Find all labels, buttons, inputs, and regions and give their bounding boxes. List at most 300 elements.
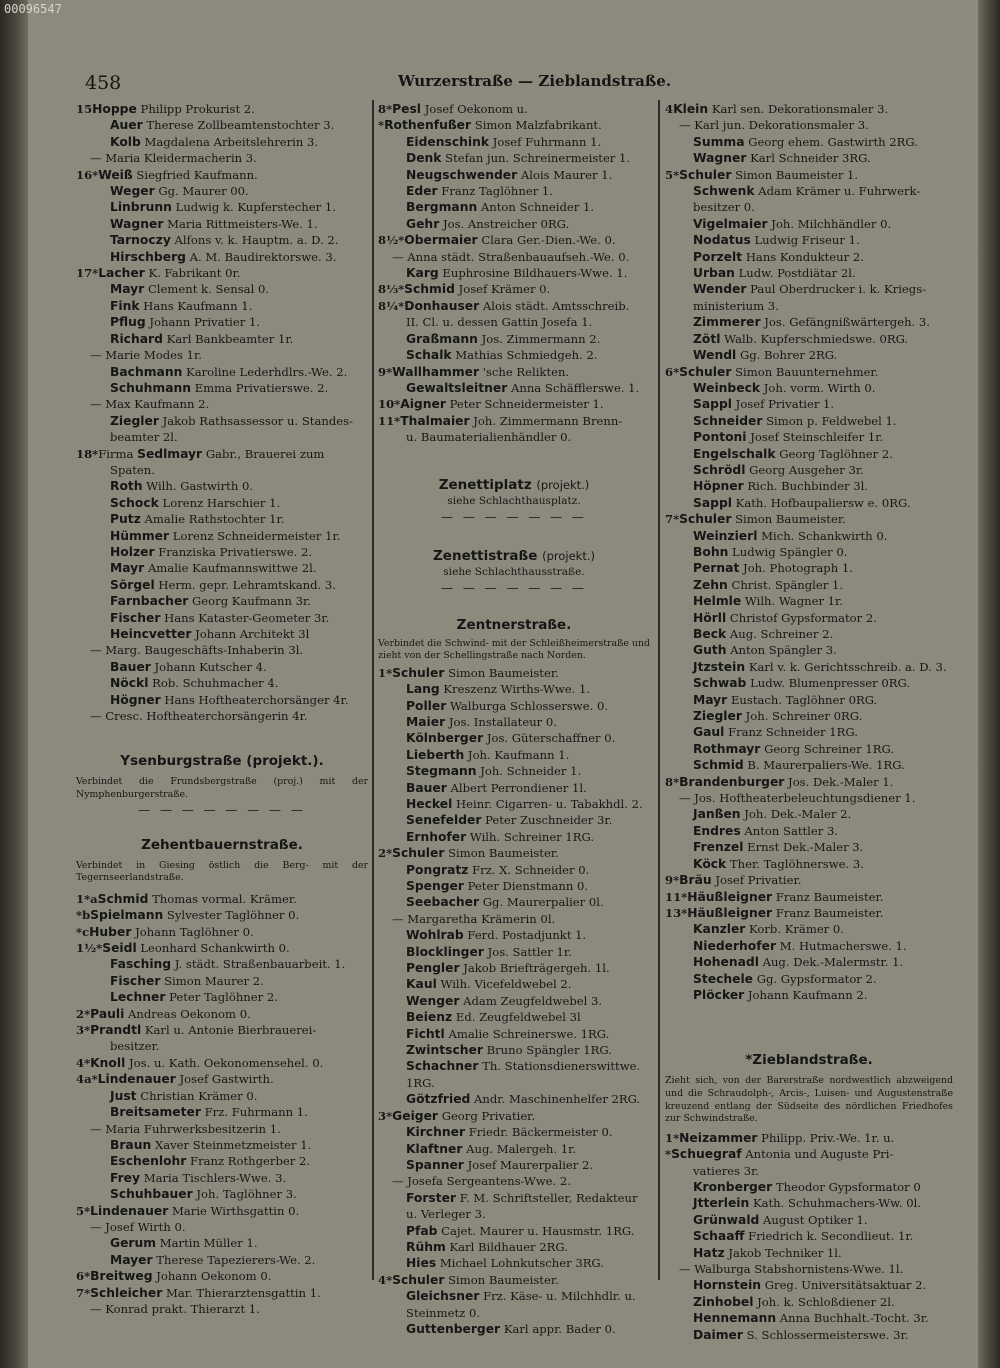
street-heading: Zehentbauernstraße. [141, 836, 303, 853]
directory-entry [665, 593, 953, 609]
resident-surname: Lindenauer [97, 1072, 176, 1087]
resident-details: Jos. Installateur 0. [448, 714, 557, 729]
resident-surname: Schuhmann [110, 380, 192, 395]
entry-list [665, 1130, 953, 1343]
resident-details: Martin Müller 1. [159, 1236, 258, 1251]
resident-details: Ludw. Postdiätar 2l. [738, 266, 856, 281]
directory-entry [76, 1285, 368, 1301]
resident-details: Stefan jun. Schreinermeister 1. [445, 151, 631, 166]
resident-details: Hans Hoftheaterchorsänger 4r. [164, 692, 349, 707]
directory-entry [665, 199, 953, 215]
resident-surname: Daimer [693, 1327, 743, 1342]
entry-text: — Karl jun. Dekorationsmaler 3. [679, 118, 869, 133]
directory-entry [665, 429, 953, 445]
resident-surname: Eschenlohr [110, 1154, 187, 1169]
directory-entry [378, 298, 650, 314]
resident-surname: Pflug [110, 315, 146, 330]
entry-list [76, 891, 368, 1318]
directory-entry [76, 298, 368, 314]
directory-entry [378, 698, 650, 714]
directory-entry [378, 993, 650, 1009]
resident-details: Georg ehem. Gastwirth 2RG. [748, 134, 918, 149]
resident-details: Franz Baumeister. [775, 889, 884, 904]
resident-surname: Kanzler [693, 922, 746, 937]
resident-details: Joh. vorm. Wirth 0. [763, 380, 876, 395]
directory-entry [665, 1327, 953, 1343]
resident-surname: Eder [406, 184, 438, 199]
resident-surname: Mayr [110, 561, 145, 576]
resident-surname: Grünwald [693, 1212, 760, 1227]
resident-surname: Schrödl [693, 462, 746, 477]
resident-surname: Schuler [679, 167, 732, 182]
entry-text: 1RG. [406, 1075, 435, 1090]
directory-entry [76, 956, 368, 972]
directory-entry [76, 331, 368, 347]
house-number: 3* [76, 1023, 91, 1038]
resident-details: Michael Lohnkutscher 3RG. [439, 1256, 604, 1271]
resident-details: Josef Krämer 0. [458, 282, 551, 297]
resident-details: Georg Kaufmann 3r. [192, 594, 311, 609]
directory-entry [378, 364, 650, 380]
resident-details: Gabr., Brauerei zum [205, 446, 325, 461]
resident-details: Aug. Schreiner 2. [729, 627, 834, 641]
directory-entry [76, 708, 368, 724]
resident-details: Rob. Schuhmacher 4. [152, 676, 279, 691]
resident-surname: Schaaff [693, 1229, 745, 1244]
directory-entry [76, 446, 368, 462]
resident-details: Theodor Gypsformator 0 [775, 1179, 921, 1194]
directory-entry [665, 167, 953, 183]
resident-surname: Fasching [110, 957, 172, 972]
directory-entry [665, 741, 953, 757]
resident-surname: Forster [406, 1190, 457, 1205]
resident-surname: Weger [110, 184, 155, 199]
resident-details: Kath. Hofbaupaliersw e. 0RG. [735, 495, 911, 510]
resident-surname: Porzelt [693, 249, 743, 264]
resident-surname: Holzer [110, 544, 155, 559]
resident-surname: Hümmer [110, 528, 170, 543]
directory-entry [378, 429, 650, 445]
house-number: 2* [76, 1006, 91, 1021]
resident-details: Franz Rothgerber 2. [190, 1154, 311, 1169]
directory-entry [378, 1124, 650, 1140]
directory-entry [378, 1288, 650, 1304]
resident-surname: Sörgel [110, 577, 155, 592]
resident-details: Frz. Käse- u. Milchhdlr. u. [483, 1289, 636, 1304]
resident-surname: Prandtl [90, 1023, 142, 1038]
resident-surname: Urban [693, 266, 735, 281]
directory-entry [378, 1239, 650, 1255]
resident-surname: Pontoni [693, 430, 747, 445]
house-number: 8¼* [378, 298, 405, 313]
directory-entry [665, 921, 953, 937]
resident-surname: Köck [693, 856, 727, 871]
resident-surname: Stechele [693, 971, 754, 986]
resident-details: J. städt. Straßenbauarbeit. 1. [174, 957, 346, 972]
resident-surname: Seebacher [406, 895, 480, 910]
resident-details: 'sche Relikten. [482, 364, 570, 379]
resident-details: Christ. Spängler 1. [731, 577, 844, 592]
directory-entry [378, 314, 650, 330]
directory-entry [76, 1055, 368, 1071]
directory-entry [665, 1163, 953, 1179]
entry-list [378, 101, 650, 446]
house-number: 4* [378, 1272, 393, 1287]
house-number: 3* [378, 1108, 393, 1123]
resident-details: Simon Bauunternehmer. [735, 364, 879, 379]
resident-surname: Auer [110, 118, 143, 133]
resident-surname: Breitsameter [110, 1105, 201, 1120]
entry-text: Spaten. [110, 462, 155, 477]
resident-details: Ther. Taglöhnerswe. 3. [729, 856, 864, 871]
resident-details: Simon Baumeister. [448, 665, 559, 680]
resident-details: Anna Schäfflerswe. 1. [511, 380, 640, 395]
resident-surname: Schalk [406, 348, 452, 363]
house-number: *b [76, 908, 91, 923]
directory-entry [665, 1212, 953, 1228]
entry-text: — Marie Modes 1r. [90, 348, 202, 363]
resident-surname: Schuler [392, 665, 445, 680]
resident-surname: Roth [110, 479, 143, 494]
resident-surname: Spenger [406, 879, 464, 893]
resident-surname: Bauer [406, 780, 447, 795]
directory-entry [76, 1186, 368, 1202]
resident-details: Xaver Steinmetzmeister 1. [154, 1137, 312, 1152]
resident-details: Ludwig k. Kupferstecher 1. [175, 200, 336, 215]
street-name: Zenettiplatz [438, 476, 532, 493]
directory-entry [76, 577, 368, 593]
resident-surname: Guttenberger [406, 1321, 501, 1336]
directory-entry [665, 528, 953, 544]
house-number: 1*a [76, 891, 98, 906]
directory-entry [665, 971, 953, 987]
directory-entry [76, 560, 368, 576]
resident-details: Amalie Schreinerswe. 1RG. [448, 1026, 610, 1041]
resident-details: Josef Gastwirth. [179, 1072, 274, 1087]
resident-surname: Nöckl [110, 676, 149, 691]
resident-details: Karoline Lederhdlrs.-We. 2. [186, 364, 348, 379]
directory-entry [665, 364, 953, 380]
entry-list [378, 665, 650, 1338]
resident-surname: Schneider [693, 413, 763, 428]
resident-details: Anton Spängler 3. [730, 643, 837, 658]
resident-surname: Farnbacher [110, 594, 189, 609]
resident-details: Jos. Anstreicher 0RG. [442, 216, 570, 231]
resident-details: Aug. Malergeh. 1r. [466, 1141, 577, 1156]
resident-details: Emma Privatierswe. 2. [194, 380, 329, 395]
entry-text: — Max Kaufmann 2. [90, 397, 210, 412]
directory-entry [665, 1245, 953, 1261]
directory-entry [76, 593, 368, 609]
resident-details: Bruno Spängler 1RG. [486, 1043, 612, 1058]
resident-surname: Schuegraf [671, 1147, 742, 1162]
directory-entry [378, 747, 650, 763]
street-heading [378, 476, 650, 494]
directory-entry [665, 724, 953, 740]
column-1 [76, 101, 368, 1317]
directory-entry [665, 150, 953, 166]
directory-entry [76, 347, 368, 363]
directory-entry [76, 1104, 368, 1120]
resident-surname: Helmle [693, 594, 742, 609]
resident-details: Franz Schneider 1RG. [728, 725, 858, 740]
directory-entry [76, 134, 368, 150]
resident-details: Karl Bildhauer 2RG. [449, 1239, 568, 1254]
resident-surname: Ernhofer [406, 829, 467, 844]
resident-details: Amalie Rathstochter 1r. [144, 512, 285, 527]
resident-details: Wilh. Wagner 1r. [744, 594, 843, 609]
resident-surname: Pernat [693, 561, 740, 576]
resident-details: Simon Malzfabrikant. [474, 118, 602, 133]
street-status: (projekt.) [542, 548, 595, 563]
resident-details: Wilh. Schreiner 1RG. [469, 829, 595, 844]
house-number: 4* [76, 1055, 91, 1070]
resident-details: Simon Baumeister. [735, 512, 846, 527]
resident-surname: Hoppe [92, 102, 137, 116]
resident-surname: Fischer [110, 973, 161, 988]
directory-entry [76, 495, 368, 511]
resident-surname: Senefelder [406, 813, 482, 828]
street-heading: Ysenburgstraße (projekt.). [120, 753, 324, 770]
resident-surname: Endres [693, 823, 741, 838]
resident-surname: Lacher [98, 266, 145, 281]
resident-details: Johann Kutscher 4. [154, 659, 267, 674]
directory-entry [76, 1301, 368, 1317]
resident-details: Andr. Maschinenhelfer 2RG. [474, 1092, 641, 1107]
resident-details: Eustach. Taglöhner 0RG. [730, 692, 878, 707]
resident-details: Siegfried Kaufmann. [136, 167, 258, 182]
entry-text: — Margaretha Krämerin 0l. [392, 911, 556, 926]
directory-entry [76, 692, 368, 708]
directory-entry [378, 347, 650, 363]
resident-details: Thomas vormal. Krämer. [152, 891, 297, 906]
directory-entry [665, 380, 953, 396]
resident-details: Greg. Universitätsaktuar 2. [764, 1278, 927, 1293]
resident-details: Ludwig Friseur 1. [754, 233, 860, 248]
resident-details: S. Schlossermeisterswe. 3r. [746, 1327, 909, 1342]
directory-entry [378, 1157, 650, 1173]
directory-entry [378, 1108, 650, 1124]
house-number: 6* [665, 364, 680, 379]
directory-entry [76, 314, 368, 330]
resident-details: Anna Buchhalt.-Tocht. 3r. [779, 1311, 929, 1326]
column-2 [378, 101, 650, 1337]
directory-entry [378, 249, 650, 265]
house-number: 5* [76, 1203, 91, 1218]
resident-details: F. M. Schriftsteller, Redakteur [459, 1190, 638, 1205]
resident-surname: Bohn [693, 544, 729, 559]
resident-surname: Donhauser [404, 298, 480, 313]
directory-entry [378, 199, 650, 215]
directory-entry [378, 894, 650, 910]
resident-details: Heinr. Cigarren- u. Tabakhdl. 2. [456, 796, 643, 811]
resident-details: Gg. Maurerpalier 0l. [482, 895, 604, 910]
resident-details: Hans Kaufmann 1. [143, 298, 253, 313]
resident-details: Alfons v. k. Hauptm. a. D. 2. [174, 233, 339, 248]
resident-details: Rich. Buchbinder 3l. [747, 479, 868, 494]
resident-details: B. Maurerpaliers-We. 1RG. [747, 758, 905, 773]
resident-details: Johann Architekt 3l [195, 627, 310, 641]
resident-details: Walburga Schlosserswe. 0. [449, 698, 609, 713]
directory-entry [76, 642, 368, 658]
directory-entry [378, 1141, 650, 1157]
resident-surname: Gerum [110, 1236, 157, 1251]
resident-details: K. Fabrikant 0r. [148, 266, 241, 281]
entry-text: — Marg. Baugeschäfts-Inhaberin 3l. [90, 643, 304, 658]
directory-entry [378, 960, 650, 976]
resident-surname: Brandenburger [679, 774, 785, 789]
entry-text: — Josefa Sergeantens-Wwe. 2. [392, 1174, 571, 1189]
resident-details: Jakob Techniker 1l. [728, 1245, 842, 1260]
resident-surname: Kirchner [406, 1125, 466, 1140]
entry-text: — Walburga Stabshornistens-Wwe. 1l. [679, 1261, 904, 1276]
resident-details: Simon Baumeister 1. [735, 167, 859, 182]
resident-surname: Lindenauer [90, 1203, 169, 1218]
resident-surname: Neizammer [679, 1130, 758, 1145]
house-number: 8* [378, 102, 393, 116]
resident-details: Ernst Dek.-Maler 3. [747, 840, 864, 855]
resident-surname: Obermaier [404, 233, 478, 248]
resident-surname: Aigner [400, 397, 446, 412]
resident-details: Johann Taglöhner 0. [135, 924, 254, 939]
resident-surname: Bachmann [110, 364, 183, 379]
resident-surname: Höpner [693, 479, 744, 494]
resident-surname: Mayr [110, 282, 145, 297]
resident-surname: Hies [406, 1256, 437, 1271]
street-description: Zieht sich, von der Barerstraße nordwestlich abzweigend und die Schraudolph-, Arcis-, Luisen- und Augustenstraße kreuzend entlang der Südseite des nördlichen Friedhofes zur Schwindstraße. [665, 1075, 953, 1125]
directory-entry [665, 478, 953, 494]
resident-surname: Lechner [110, 990, 166, 1005]
resident-surname: Gleichsner [406, 1289, 480, 1304]
directory-entry [76, 1121, 368, 1137]
directory-entry [665, 823, 953, 839]
directory-entry [665, 1179, 953, 1195]
separator: — — — — — — — — [138, 802, 306, 817]
resident-surname: Lang [406, 682, 440, 697]
directory-entry [378, 1042, 650, 1058]
resident-details: Gg. Gypsformator 2. [756, 971, 877, 986]
directory-entry [665, 265, 953, 281]
directory-entry [378, 1009, 650, 1025]
resident-details: Joh. Dek.-Maler 2. [744, 807, 852, 822]
resident-details: Anton Schneider 1. [480, 200, 595, 215]
directory-entry [665, 101, 953, 117]
directory-entry [665, 1228, 953, 1244]
resident-surname: Hennemann [693, 1311, 777, 1326]
directory-entry [76, 626, 368, 642]
resident-details: Adam Zeugfeldwebel 3. [463, 993, 603, 1008]
directory-entry [665, 872, 953, 888]
directory-entry [76, 117, 368, 133]
directory-entry [665, 462, 953, 478]
directory-entry [378, 1075, 650, 1091]
resident-details: Anton Sattler 3. [744, 823, 839, 838]
resident-surname: Schuler [679, 364, 732, 379]
resident-details: August Optiker 1. [763, 1212, 868, 1227]
resident-surname: Hohenadl [693, 955, 759, 970]
resident-details: Antonia und Auguste Pri- [745, 1147, 894, 1162]
entry-text: — Josef Wirth 0. [90, 1219, 186, 1234]
directory-entry [378, 101, 650, 117]
house-number: 10* [378, 397, 401, 412]
resident-details: Mar. Thierarztensgattin 1. [165, 1285, 321, 1300]
resident-details: Frz. X. Schneider 0. [472, 862, 590, 877]
directory-entry [665, 790, 953, 806]
resident-surname: Karg [406, 266, 439, 281]
street-status: (projekt.) [536, 477, 590, 492]
directory-entry [378, 681, 650, 697]
resident-details: Josef Privatier. [715, 873, 802, 888]
resident-surname: Hirschberg [110, 249, 186, 264]
resident-surname: Jtzstein [693, 659, 746, 674]
directory-entry [378, 281, 650, 297]
next-page-edge [978, 0, 1000, 1368]
resident-details: Lorenz Schneidermeister 1r. [172, 528, 341, 543]
house-number: 16* [76, 167, 99, 182]
resident-details: Kath. Schuhmachers-Ww. 0l. [752, 1196, 921, 1211]
entry-text: besitzer 0. [693, 200, 755, 215]
resident-details: Hans Kondukteur 2. [745, 249, 864, 264]
directory-entry [665, 757, 953, 773]
resident-details: Euphrosine Bildhauers-Wwe. 1. [442, 266, 628, 281]
directory-entry [378, 134, 650, 150]
directory-entry [378, 862, 650, 878]
directory-entry [76, 1071, 368, 1087]
directory-entry [665, 298, 953, 314]
resident-details: Jakob Rathsassessor u. Standes- [162, 413, 353, 428]
resident-details: Aug. Dek.-Malermstr. 1. [762, 955, 904, 970]
resident-details: Therese Zollbeamtenstochter 3. [146, 118, 335, 133]
directory-entry [665, 117, 953, 133]
resident-details: Jos. Gefängnißwärtergeh. 3. [764, 315, 930, 330]
resident-surname: Weinzierl [693, 528, 758, 543]
directory-entry [378, 911, 650, 927]
resident-details: Simon Baumeister. [448, 1272, 559, 1287]
resident-details: Hans Kataster-Geometer 3r. [164, 610, 330, 625]
house-number: * [378, 118, 385, 133]
directory-entry [665, 774, 953, 790]
directory-entry [665, 905, 953, 921]
directory-entry [378, 1058, 650, 1074]
house-number: 1* [378, 665, 393, 680]
directory-entry [76, 216, 368, 232]
resident-details: Joh. Schreiner 0RG. [745, 709, 863, 724]
house-number: *c [76, 924, 90, 939]
resident-surname: Zehn [693, 577, 728, 592]
directory-entry [76, 544, 368, 560]
house-number: 9* [378, 364, 393, 379]
resident-surname: Rühm [406, 1239, 446, 1254]
directory-entry [76, 380, 368, 396]
directory-entry [665, 1130, 953, 1146]
resident-details: Ferd. Postadjunkt 1. [467, 928, 587, 943]
resident-details: A. M. Baudirektorswe. 3. [189, 249, 337, 264]
resident-surname: Fink [110, 298, 140, 313]
entry-text: besitzer. [110, 1039, 160, 1054]
directory-entry [76, 511, 368, 527]
directory-entry [76, 907, 368, 923]
directory-entry [665, 183, 953, 199]
separator: — — — — — — — [441, 580, 587, 595]
resident-surname: Rothenfußer [384, 118, 472, 133]
house-number: 13* [665, 905, 688, 920]
entry-text: — Cresc. Hoftheaterchorsängerin 4r. [90, 709, 308, 724]
resident-details: Peter Taglöhner 2. [169, 990, 278, 1005]
directory-entry [76, 924, 368, 940]
directory-entry [76, 249, 368, 265]
resident-surname: Bauer [110, 659, 151, 674]
resident-details: Karl sen. Dekorationsmaler 3. [711, 102, 889, 116]
